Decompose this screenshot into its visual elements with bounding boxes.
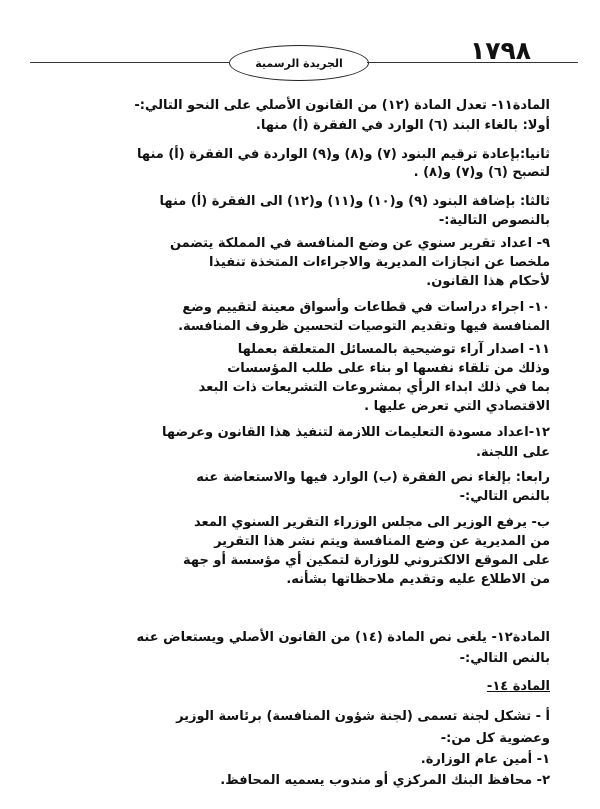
para-b-line3: على الموقع الالكتروني للوزارة لتمكين أي مؤسسة أو جهة (183, 553, 550, 568)
member-1: ١- أمين عام الوزارة. (420, 752, 550, 767)
item-12-line2: على اللجنة. (475, 445, 550, 460)
para-b-line2: من المديرية عن وضع المنافسة ويتم نشر هذا التقرير (214, 534, 550, 549)
item-11-line1: ١١- اصدار آراء توضيحية بالمسائل المتعلقة بعملها (237, 342, 550, 357)
member-2: ٢- محافظ البنك المركزي أو مندوب يسميه المحافظ. (220, 773, 550, 788)
item-11-line3: بما في ذلك ابداء الرأي بمشروعات التشريعات ذات البعد (198, 380, 550, 395)
item-11-line2: وذلك من تلقاء نفسها او بناء على طلب المؤسسات (227, 361, 550, 376)
article-11-fourth-line2: بالنص التالي:- (459, 489, 550, 504)
article-11-third-line1: ثالثا: بإضافة البنود (٩) و(١٠) و(١١) و(١٢) الى الفقرة (أ) منها (159, 194, 550, 209)
article-11-second-line2: لتصبح (٦) و(٧) و(٨) . (413, 165, 550, 180)
page-number: ١٧٩٨ (470, 36, 532, 65)
para-b-line1: ب- يرفع الوزير الى مجلس الوزراء التقرير السنوي المعد (193, 515, 550, 530)
article-14-heading: المادة ١٤- (486, 679, 550, 694)
article-11-third-line2: بالنصوص التالية:- (438, 213, 550, 228)
header-rule-left (30, 62, 229, 63)
item-9-line2: ملخصا عن انجازات المديرية والاجراءات المتخذة تنفيذا (208, 255, 550, 270)
article-11-first: أولا: بالغاء البند (٦) الوارد في الفقرة (أ) منها. (255, 118, 550, 133)
article-12-intro-line1: المادة١٢- يلغى نص المادة (١٤) من القانون الأصلي ويستعاض عنه (136, 630, 550, 645)
article-11-second-line1: ثانيا:بإعادة ترقيم البنود (٧) و(٨) و(٩) الواردة في الفقرة (أ) منها (137, 147, 550, 162)
item-10-line2: المنافسة فيها وتقديم التوصيات لتحسين ظروف المنافسة. (178, 319, 550, 334)
item-9-line1: ٩- اعداد تقرير سنوي عن وضع المنافسة في المملكة يتضمن (169, 236, 550, 251)
item-12-line1: ١٢-اعداد مسودة التعليمات اللازمة لتنفيذ هذا القانون وعرضها (162, 425, 550, 440)
item-9-line3: لأحكام هذا القانون. (426, 274, 550, 289)
article-11-intro: المادة١١- تعدل المادة (١٢) من القانون الأصلي على النحو التالي:- (134, 98, 550, 113)
para-b-line4: من الاطلاع عليه وتقديم ملاحظاتها بشأنه. (286, 572, 550, 587)
para-a-line2: وعضوية كل من:- (440, 731, 550, 746)
gazette-title-badge: الجريدة الرسمية (229, 45, 369, 81)
article-12-intro-line2: بالنص التالي:- (459, 651, 550, 666)
item-11-line4: الاقتصادي التي تعرض عليها . (364, 399, 550, 414)
para-a-line1: أ - تشكل لجنة تسمى (لجنة شؤون المنافسة) برئاسة الوزير (176, 709, 550, 724)
article-11-fourth-line1: رابعا: بإلغاء نص الفقرة (ب) الوارد فيها والاستعاضة عنه (196, 470, 550, 485)
header-rule-right (367, 62, 578, 63)
item-10-line1: ١٠- اجراء دراسات في قطاعات وأسواق معينة لتقييم وضع (182, 300, 550, 315)
